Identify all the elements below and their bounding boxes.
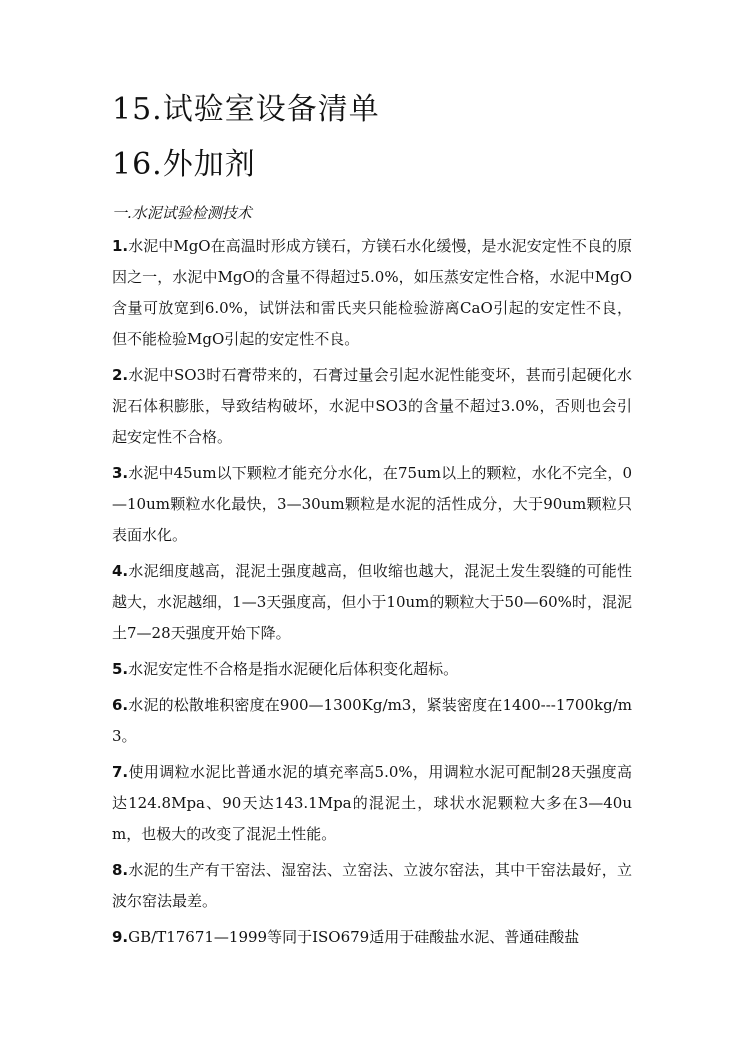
paragraph-3: [112, 458, 632, 551]
paragraph-text: GB/T17671—1999等同于ISO679适用于硅酸盐水泥、普通硅酸盐: [128, 928, 580, 946]
paragraph-5: [112, 654, 632, 685]
paragraph-number: 9.: [112, 928, 129, 946]
paragraph-7: [112, 757, 632, 850]
paragraph-9: [112, 922, 632, 953]
section-title: 一.水泥试验检测技术: [112, 204, 252, 222]
paragraph-number: 6.: [112, 696, 129, 714]
paragraph-number: 3.: [112, 464, 129, 482]
paragraph-number: 5.: [112, 660, 129, 678]
paragraph-text: 水泥的松散堆积密度在900—1300Kg/m3，紧装密度在1400---1700kg/m3。: [112, 696, 632, 745]
paragraph-8: [112, 855, 632, 917]
paragraph-text: 水泥中45um以下颗粒才能充分水化，在75um以上的颗粒，水化不完全，0—10um颗粒水化最快，3—30um颗粒是水泥的活性成分，大于90um颗粒只表面水化。: [112, 464, 632, 544]
paragraph-text: 水泥中MgO在高温时形成方镁石，方镁石水化缓慢，是水泥安定性不良的原因之一，水泥中MgO的含量不得超过5.0%，如压蒸安定性合格，水泥中MgO含量可放宽到6.0%，试饼法和雷氏夹只能检验游离CaO引起的安定性不良，但不能检验MgO引起的安定性不良。: [112, 237, 632, 348]
paragraph-1: [112, 231, 632, 355]
paragraph-number: 2.: [112, 366, 129, 384]
heading-15: 15.试验室设备清单: [112, 92, 380, 127]
paragraph-text: 使用调粒水泥比普通水泥的填充率高5.0%，用调粒水泥可配制28天强度高达124.8Mpa、90天达143.1Mpa的混泥土，球状水泥颗粒大多在3—40um，也极大的改变了混泥土性能。: [112, 763, 632, 843]
heading-16: 16.外加剂: [112, 147, 256, 182]
paragraph-2: [112, 360, 632, 453]
body-text: [112, 231, 632, 958]
paragraph-number: 8.: [112, 861, 129, 879]
paragraph-text: 水泥中SO3时石膏带来的，石膏过量会引起水泥性能变坏，甚而引起硬化水泥石体积膨胀，导致结构破坏，水泥中SO3的含量不超过3.0%，否则也会引起安定性不合格。: [112, 366, 632, 446]
paragraph-text: 水泥细度越高，混泥土强度越高，但收缩也越大，混泥土发生裂缝的可能性越大，水泥越细，1—3天强度高，但小于10um的颗粒大于50—60%时，混泥土7—28天强度开始下降。: [112, 562, 632, 642]
paragraph-4: [112, 556, 632, 649]
paragraph-number: 1.: [112, 237, 129, 255]
paragraph-6: [112, 690, 632, 752]
paragraph-text: 水泥的生产有干窑法、湿窑法、立窑法、立波尔窑法，其中干窑法最好，立波尔窑法最差。: [112, 861, 632, 910]
paragraph-number: 7.: [112, 763, 129, 781]
paragraph-number: 4.: [112, 562, 129, 580]
paragraph-text: 水泥安定性不合格是指水泥硬化后体积变化超标。: [128, 660, 459, 678]
